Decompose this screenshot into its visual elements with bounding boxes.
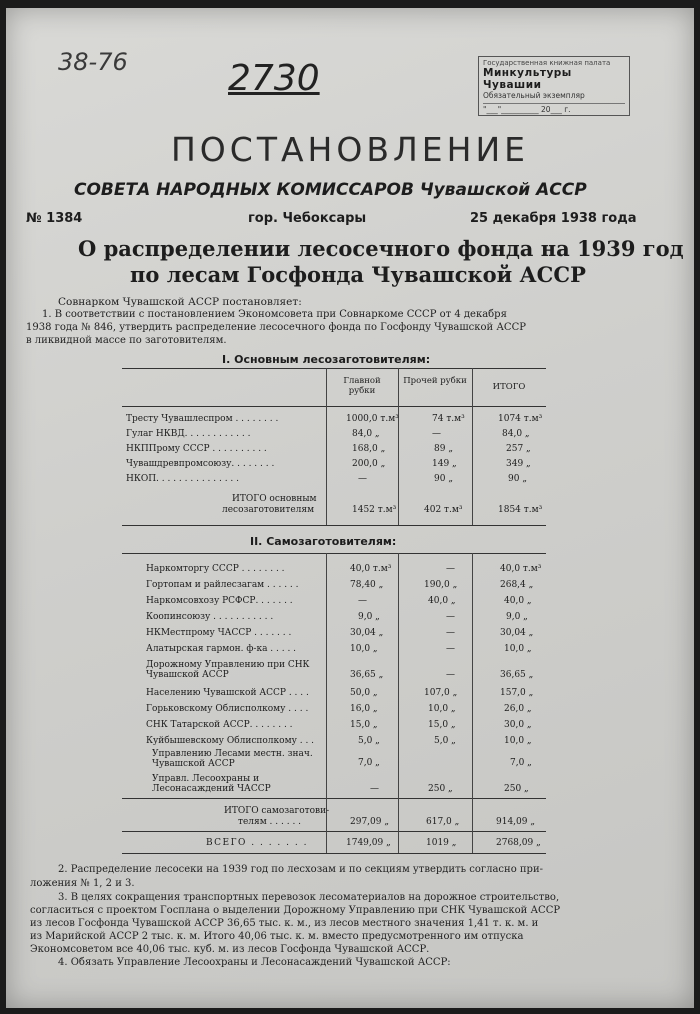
para-3-line-1: 3. В целях сокращения транспортных перевозок лесоматериалов на дорожное строительство,: [58, 892, 560, 903]
s1-total-total: 1854 т.м³: [498, 505, 543, 515]
intro-line-1: Совнарком Чувашской АССР постановляет:: [58, 296, 302, 308]
s1-row-other: —: [432, 429, 441, 439]
s2-row-other: 15,0 „: [428, 720, 456, 730]
s2-row-name: Дорожному Управлению при СНК Чувашской АССР: [146, 660, 310, 680]
col-divider-3: [472, 368, 473, 525]
s2-row-other: 5,0 „: [434, 736, 456, 746]
s1-row-name: Чувашдревпромсоюзу. . . . . . . .: [126, 459, 275, 469]
s2-row-name: Управлению Лесами местн. знач. Чувашской АССР: [152, 749, 313, 769]
decree-date: 25 декабря 1938 года: [470, 211, 637, 226]
s2-row-main: 50,0 „: [350, 688, 378, 698]
s2-row-total: 9,0 „: [506, 612, 528, 622]
para-3-line-4: из Марийской АССР 2 тыс. к. м. Итого 40,06 тыс. к. м. вместо предусмотренного им отпуска: [30, 931, 524, 942]
decree-heading-line-1: О распределении лесосечного фонда на 1939 год: [78, 236, 684, 261]
section-1-bottom-rule: [122, 525, 546, 526]
s2-total-label-2: телям . . . . . .: [238, 817, 302, 827]
s2-row-other: —: [446, 644, 455, 654]
s2-row-name: Горьковскому Облисполкому . . . .: [146, 704, 309, 714]
para-2-line-2: ложения № 1, 2 и 3.: [30, 878, 135, 889]
stamp-line-2: Минкультуры Чувашии: [483, 67, 572, 91]
intro-line-3: 1938 года № 846, утвердить распределение лесосечного фонда по Госфонду Чувашской АССР: [26, 322, 526, 333]
section-2-title: II. Самозаготовителям:: [250, 535, 397, 548]
table-header-rule: [122, 406, 546, 407]
s2-row-other: 40,0 „: [428, 596, 456, 606]
s2-row-other: 250 „: [428, 784, 453, 794]
s2-row-main: 16,0 „: [350, 704, 378, 714]
s1-row-other: 74 т.м³: [432, 414, 465, 424]
s1-row-name: Тресту Чувашлеспром . . . . . . . .: [126, 414, 279, 424]
document-title: ПОСТАНОВЛЕНИЕ: [170, 130, 529, 169]
decree-number: № 1384: [26, 211, 83, 226]
col-divider-2b: [398, 553, 399, 853]
s1-total-label-2: лесозаготовителям: [222, 505, 315, 515]
s2-row-total: 40,0 „: [504, 596, 532, 606]
s2-row-total: 250 „: [504, 784, 529, 794]
s2-row-main: 40,0 т.м³: [350, 564, 392, 574]
s1-row-main: 200,0 „: [352, 459, 386, 469]
s2-row-name: Населению Чувашской АССР . . . .: [146, 688, 309, 698]
decree-heading-line-2: по лесам Госфонда Чувашской АССР: [130, 262, 586, 287]
s2-row-name: Куйбышевскому Облисполкому . . .: [146, 736, 315, 746]
s1-row-total: 84,0 „: [502, 429, 530, 439]
s1-row-total: 1074 т.м³: [498, 414, 543, 424]
s2-row-other: —: [446, 612, 455, 622]
s2-row-name: Наркомторгу СССР . . . . . . . .: [146, 564, 285, 574]
handwritten-ref: 38-76: [58, 48, 128, 76]
s1-row-main: —: [358, 474, 367, 484]
s2-row-total: 26,0 „: [504, 704, 532, 714]
s2-row-main: 78,40 „: [350, 580, 384, 590]
s2-row-total: 30,0 „: [504, 720, 532, 730]
s1-row-other: 89 „: [434, 444, 453, 454]
s2-row-name: Управл. Лесоохраны и Лесонасаждений ЧАССР: [152, 774, 271, 794]
s2-row-other: —: [446, 628, 455, 638]
s2-row-total: 30,04 „: [500, 628, 534, 638]
para-3-line-5: Экономсоветом все 40,06 тыс. куб. м. из лесов Госфонда Чувашской АССР.: [30, 944, 430, 955]
s2-row-other: —: [446, 564, 455, 574]
intro-line-2: 1. В соответствии с постановлением Экономсовета при Совнаркоме СССР от 4 декабря: [42, 309, 507, 320]
s1-total-other: 402 т.м³: [424, 505, 463, 515]
s2-row-name: Наркомсовхозу РСФСР. . . . . . .: [146, 596, 293, 606]
s1-row-name: Гулаг НКВД. . . . . . . . . . . .: [126, 429, 251, 439]
section-1-title: I. Основным лесозаготовителям:: [222, 353, 431, 366]
section-2-total-rule: [122, 798, 546, 799]
library-stamp: [478, 56, 630, 116]
s1-row-name: НКППрому СССР . . . . . . . . . .: [126, 444, 267, 454]
intro-line-4: в ликвидной массе по заготовителям.: [26, 335, 227, 346]
s2-row-main: 36,65 „: [350, 670, 384, 680]
grand-total-main: 1749,09 „: [346, 838, 391, 848]
s1-row-main: 168,0 „: [352, 444, 386, 454]
s2-row-total: 10,0 „: [504, 736, 532, 746]
s2-row-name: Коопинсоюзу . . . . . . . . . . .: [146, 612, 274, 622]
stamp-line-1: Государственная книжная палата: [483, 59, 611, 67]
s1-row-main: 1000,0 т.м³: [346, 414, 399, 424]
table-bottom-rule: [122, 853, 546, 854]
para-4-line-1: 4. Обязать Управление Лесоохраны и Лесонасаждений Чувашской АССР:: [58, 957, 451, 968]
s1-row-other: 90 „: [434, 474, 453, 484]
decree-city: гор. Чебоксары: [248, 211, 367, 226]
s2-row-total: 268,4 „: [500, 580, 534, 590]
para-2-line-1: 2. Распределение лесосеки на 1939 год по лесхозам и по секциям утвердить согласно при-: [58, 864, 543, 875]
col-header-total: ИТОГО: [492, 382, 526, 392]
s2-row-name: Алатырская гармон. ф-ка . . . . .: [146, 644, 297, 654]
s1-row-name: НКОП. . . . . . . . . . . . . . .: [126, 474, 240, 484]
s2-row-main: —: [370, 784, 379, 794]
s2-row-other: —: [446, 670, 455, 680]
grand-total-label: ВСЕГО . . . . . . .: [206, 838, 308, 848]
grand-total-rule: [122, 831, 546, 832]
handwritten-number: 2730: [228, 58, 320, 99]
col-header-main: Главной рубки: [343, 376, 381, 396]
s2-row-name: НКМестпрому ЧАССР . . . . . . .: [146, 628, 292, 638]
s2-total-label-1: ИТОГО самозаготови-: [224, 806, 330, 816]
s1-row-total: 90 „: [508, 474, 527, 484]
section-2-top-rule: [122, 553, 546, 554]
s2-row-other: 10,0 „: [428, 704, 456, 714]
s2-row-name: Гортопам и райлесзагам . . . . . .: [146, 580, 299, 590]
s2-row-main: 30,04 „: [350, 628, 384, 638]
col-header-other: Прочей рубки: [403, 376, 467, 386]
s1-row-total: 349 „: [506, 459, 531, 469]
s2-row-main: 10,0 „: [350, 644, 378, 654]
document-sheet: [6, 8, 694, 1008]
para-3-line-2: согласиться с проектом Госплана о выделении Дорожному Управлению при СНК Чувашской АССР: [30, 905, 561, 916]
grand-total-total: 2768,09 „: [496, 838, 541, 848]
s1-row-main: 84,0 „: [352, 429, 380, 439]
s2-row-total: 7,0 „: [510, 758, 532, 768]
s2-row-name: СНК Татарской АССР. . . . . . . .: [146, 720, 293, 730]
s2-row-main: —: [358, 596, 367, 606]
col-divider-1: [326, 368, 327, 525]
s2-total-main: 297,09 „: [350, 817, 390, 827]
grand-total-other: 1019 „: [426, 838, 457, 848]
s1-row-total: 257 „: [506, 444, 531, 454]
col-divider-3b: [472, 553, 473, 853]
document-subtitle: СОВЕТА НАРОДНЫХ КОМИССАРОВ Чувашской АССР: [74, 180, 587, 200]
s2-row-total: 10,0 „: [504, 644, 532, 654]
para-3-line-3: из лесов Госфонда Чувашской АССР 36,65 тыс. к. м., из лесов местного значения 1,41 т. к. м. и: [30, 918, 539, 929]
s1-total-main: 1452 т.м³: [352, 505, 397, 515]
s2-row-other: 107,0 „: [424, 688, 458, 698]
s2-row-main: 15,0 „: [350, 720, 378, 730]
table-top-rule: [122, 368, 546, 369]
s2-row-total: 40,0 т.м³: [500, 564, 542, 574]
s2-row-total: 157,0 „: [500, 688, 534, 698]
stamp-line-4: "___"__________ 20___ г.: [483, 103, 625, 114]
s2-row-other: 190,0 „: [424, 580, 458, 590]
s2-row-main: 7,0 „: [358, 758, 380, 768]
s1-total-label-1: ИТОГО основным: [232, 494, 317, 504]
col-divider-2: [398, 368, 399, 525]
stamp-line-3: Обязательный экземпляр: [483, 91, 585, 100]
s2-row-main: 5,0 „: [358, 736, 380, 746]
s1-row-other: 149 „: [432, 459, 457, 469]
s2-row-total: 36,65 „: [500, 670, 534, 680]
s2-total-total: 914,09 „: [496, 817, 536, 827]
s2-row-main: 9,0 „: [358, 612, 380, 622]
s2-total-other: 617,0 „: [426, 817, 460, 827]
